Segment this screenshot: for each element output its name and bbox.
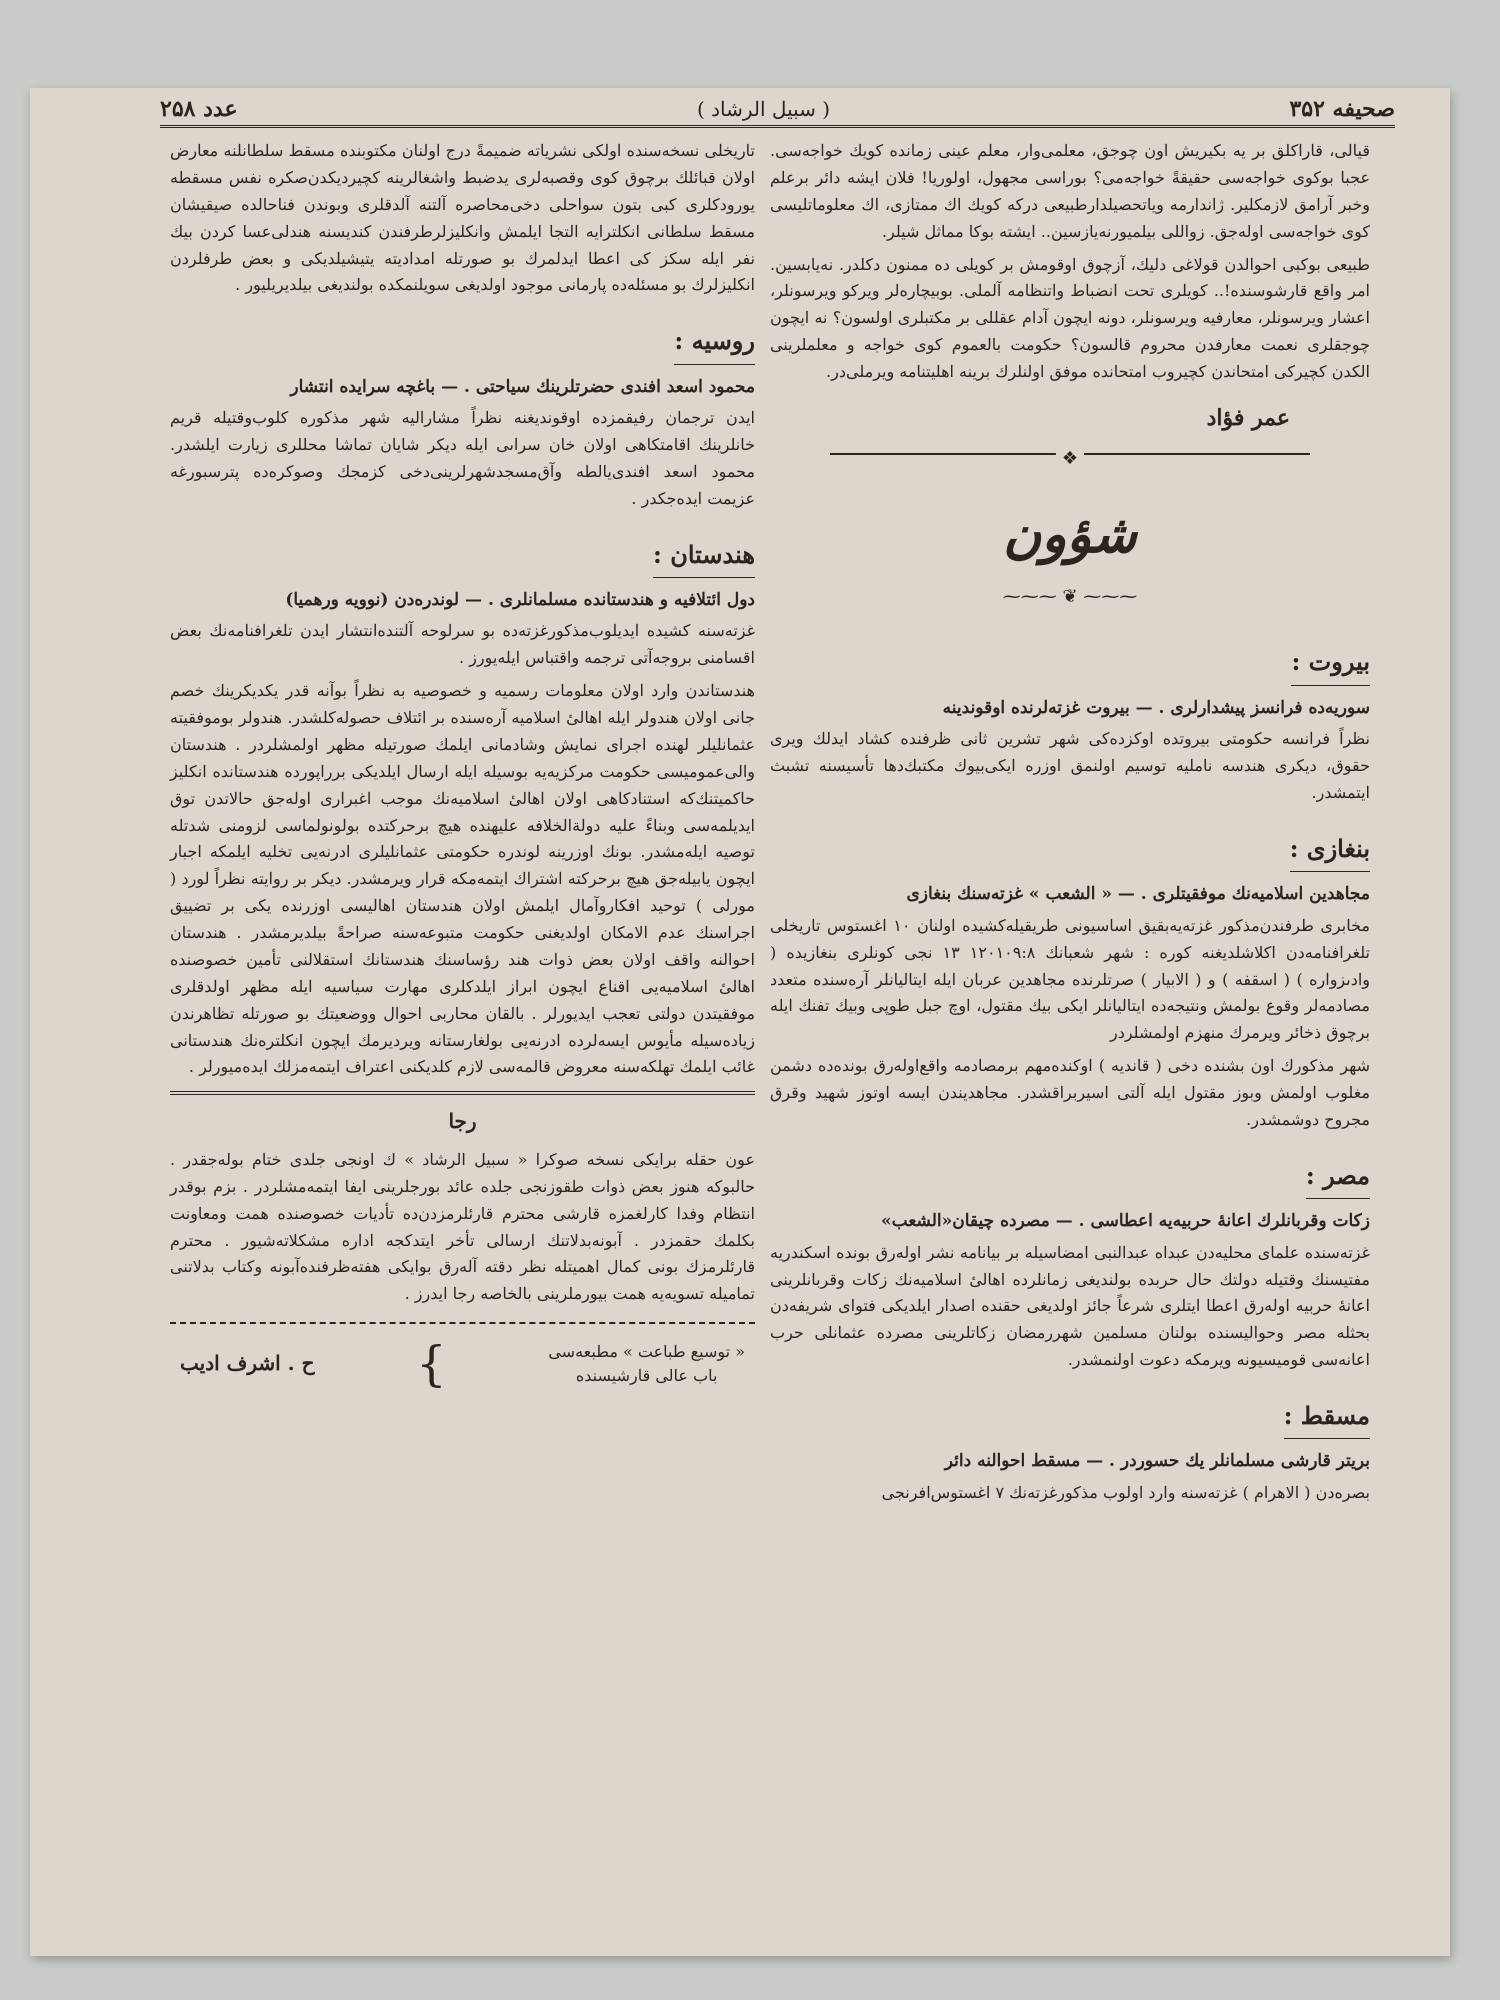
egypt-body: غزته‌سنده علماى محليه‌دن عبداه عبدالنبى امضاسيله بر بيانامه نشر اوله‌رق بونده اسكندريه مفتيسنك وقتيله دولتك حال حربده بولنديغى زمانلرده اهالىٔ اسلاميه‌نك زكات وقربانلرينى اعانهٔ حربيه اوله‌رق اعطا ايتلرى شرعاً جائز اولديغى حقنده اصدار ايلديكى فتواى شريفه‌دن بحثله مصر وحواليسنده بولنان مسلمين شهررمضان زكاتلرينى مصرده عثمانلى حرب اعانه‌سى قوميسيونه ويرمكه دعوت اولنمشدر. [770, 1242, 1370, 1370]
raja-section [170, 1105, 755, 1308]
benghazi-body-2: شهر مذكورك اون بشنده دخى ( قانديه ) اوكنده‌مهم برمصادمه واقع‌اوله‌رق بونده‌ده دشمن مغلوب اولمش وبوز مقتول ايله آلتى اسيربراقشدر. مجاهديندن ايسه اوتوز شهيد وقرق مجروح دوشمشدر. [770, 1056, 1370, 1129]
egypt-section [770, 1140, 1370, 1374]
muscat-continuation: تاريخلى نسخه‌سنده اولكى نشرياته ضميمةً درج اولنان مكتوبنده مسقط سلطانلنه معارض اولان قبائلك برچوق كوى وقصبه‌لرى يدضبط واشغالرينه كچيرديكدن‌صكره نفس مسقطه يورودكلرى كبى بتون سواحلى دخى‌محاصره آلتنه آلدقلرى وبوندن فناحالده صيقيشان مسقط سلطانى انكلترايه التجا ايلمش وانكليزلرطرفندن كنديسنه هندلى‌عسا كردن بيك نفر ايله سكز كى اعطا ايدلمرك بو صورتله امداديته يتيشيلديكى و بعض طرفلردن انكليزلرك بو مسئله‌ده پارمانى موجود اولديغى سويلنمكده بولنديغى بيلديريليور . [170, 141, 755, 295]
beirut-heading: بيروت : [1291, 642, 1370, 685]
left-column [170, 138, 756, 1393]
india-body-1: غزته‌سنه كشيده ايديلوب‌مذكورغزته‌ده بو سرلوحه آلتنده‌انتشار ايدن تلغرافنامه‌نك بعض اقسامنى بروجه‌آتى ترجمه واقتباس ايله‌يورز . [170, 621, 755, 668]
divider-ornament-icon: ❖ [1056, 444, 1084, 474]
russia-section [170, 305, 755, 512]
benghazi-section [770, 813, 1370, 1134]
benghazi-body: مخابرى طرفندن‌مذكور غزته‌يه‌بقيق اساسيونى طريقيله‌كشيده اولنان ۱۰ اغستوس تاريخلى تلغرافنامه‌دن اكلاشلديغنه كوره : شهر شعبانك ۱۲۰۱۰۹:۸ ۱۳ نجى كونلرى بنغازيده ( وادىزواره ) ( اسقفه ) و ( الابيار ) صرتلرنده مجاهدين عربان ايله ايتاليانلر آره‌سنده متعدد مصادمه‌لر وقوع بولمش ونتيجه‌ده ايتاليانلر ايكى بيك مقتول، اوچ جبل طوپى وبيك تفنك ايله برچوق ذخائر ويرمرك منهزم اولمشلردر [770, 915, 1370, 1043]
section-rule [170, 1091, 755, 1095]
muscat-body: بصره‌دن ( الاهرام ) غزته‌سنه وارد اولوب مذكورغزته‌نك ۷ اغستوس‌افرنجى [881, 1482, 1370, 1502]
egypt-subhead: زكات وقربانلرك اعانهٔ حربيه‌يه اعطاسى . — مصرده چيقان«الشعب» [881, 1211, 1370, 1232]
egypt-heading: مصر : [1306, 1156, 1370, 1199]
right-column [770, 138, 1370, 1513]
benghazi-heading: بنغازى : [1290, 829, 1370, 872]
india-body-2: هندستاندن وارد اولان معلومات رسميه و خصوصيه به نظراً بوآنه قدر يكديكرينك خصم جانى اولان هندولر ايله اهالىٔ اسلاميه آره‌سنده بر ائتلاف حصوله‌كلشدر. هندولر بوموفقيته عثمانليلر لهنده اجراى نمايش وشادمانى ايلمك صورتيله مظهر اولمشلردر . هندستان والى‌عموميسى حكومت مركزيه‌يه بوسيله ايله ارسال ايلديكى برراپورده هندستانده انكليز حاكميتنك‌كه استنادكاهى اولان اهالىٔ اسلاميه‌نك موجب اغبرارى اوله‌جق حالاتدن توق ايديلمه‌سى وبناءً عليه دولة‌الخلافه عليهنده هيچ برحركتده بولونولماسى لزومنى شدتله توصيه ايله‌مشدر. بونك اوزرينه لوندره حكومتى عثمانليلرى ادرنه‌يى تخليه ايلمكه اجبار ايچون يابيله‌جق هيچ برحركته اشتراك ايتمه‌مكه قرار ويرمشدر. ديكر بر روايته نظراً لورد ( مورلى ) توحيد افكاروآمال ايلمش اولان هندستان اهاليسى اوزرنده يكى بر تضييق اجراسنك عدم الامكان اولديغنى حكومت متبوعه‌سنه صراحةً بيلديرمشدر . هندستان احوالنه واقف اولان بعض ذوات هند رؤساسنك هندستانك استقلالنى تأمين خصوصنده اهالىٔ اسلاميه‌يى اقناع ايچون ابراز ايلدكلرى مهارت سياسيه ايله مظهر اولدقلرى موفقيتدن دولتى تعجب ايديورلر . بالقان محاربى احوال ووضعيتك بو صورتله تظاهرندن زياده‌سيله مأيوس ايسه‌لرده ادرنه‌يى بولغارستانه ويرديرمك ايچون انكلتره‌نك هندستانى غائب ايلمك تهلكه‌سنه معروض قالمه‌سى لازم كلديكنى اعتراف ايتمه‌مزلك ايده‌ميورلر . [170, 681, 756, 1077]
intro-paragraph-2: طبيعى بوكبى احوالدن قولاغى دليك، آزچوق اوقومش بر كويلى ده ممنون دكلدر. نه‌يابسين. امر واقع قارشوسنده!.. كويلرى تحت انضباط واتنظامه آلملى. بوبيچاره‌لر ويركو ويرسونلر، اعشار ويرسونلر، معارفيه ويرسونلر، دونه ايچون آدام عقللى بر مكتبلرى اولسون؟ نه ايچون چوجقلرى نعمت معارفدن محروم قالسون؟ حكومت بالعموم كوى خواجه و معلملرينى الكدن كچيركى امتحاندن كچيروب امتحانده موفق اولنلرك برينه اهليتنامه ويرملى‌در. [770, 254, 1371, 381]
beirut-subhead: سوريه‌ده فرانسز پيشدارلرى . — بيروت غزته‌لرنده اوقوندينه [942, 697, 1370, 718]
brace-glyph: } [416, 1336, 447, 1393]
author-signature: عمر فؤاد [1206, 404, 1290, 431]
beirut-section [770, 626, 1370, 806]
russia-body: ايدن ترجمان رفيقمزده اوقونديغنه نظراً مشاراليه شهر مذكوره كلوب‌وقتيله قريم خانلرينك اقامتكاهى اولان خان سراىى ايله ديكر شايان تماشا محللرى زيارت ايلشدر. محمود اسعد افندى‌يالطه وآق‌مسجدشهرلرينى‌دخى كزمجك وصوكره‌ده پترسبورغه عزيمت ايده‌جكدر . [170, 408, 755, 508]
muscat-heading: مسقط : [1284, 1396, 1370, 1439]
footer-rule [170, 1322, 755, 1330]
raja-heading: رجا [448, 1109, 477, 1134]
india-subhead: دول ائتلافيه و هندستانده مسلمانلرى . — لوندره‌دن (نوويه ورهميا) [285, 589, 755, 610]
editor-name: ح . اشرف اديب [180, 1351, 315, 1376]
newspaper-page [30, 88, 1450, 1956]
flourish-ornament-icon: ⁓⁓⁓ ❦ ⁓⁓⁓ [1002, 586, 1138, 608]
muscat-section [770, 1380, 1370, 1507]
section-title-shuun: شؤون [1003, 503, 1137, 565]
page-number: صحيفه ۳۵۲ [1289, 96, 1395, 122]
muscat-subhead: بريتر قارشى مسلمانلر يك حسوردر . — مسقط احوالنه دائر [944, 1451, 1370, 1472]
press-name: « توسيع طباعت » مطبعه‌سى [548, 1342, 745, 1362]
section-divider [770, 447, 1370, 469]
page-header [160, 93, 1395, 128]
raja-body: عون حقله برايكى نسخه صوكرا « سبيل الرشاد » ك اونجى جلدى ختام بوله‌جقدر . حالبوكه هنوز بعض ذوات طقوزنجى جلده عائد بورجلرينى ايفا ايتمه‌مشلردر . بزم بوقدر انتظام وفدا كارلغمزه قارشى محترم قارئلرمزدن‌ده تأديات خصوصنده همت ومعاونت بكلمك حقمزدر . آبونه‌بدلاتنك ارسالى تأخر ايتدكجه اداره مشكلاته‌شيور . محترم قارئلرمزك بونى كمال اهميتله نظر دقته آله‌رق بوايكى هفته‌ظرفنده‌آبونه وكتاب بدلاتنى تماميله تسويه‌يه همت بيورملرينى بالخاصه رجا ايدرز . [170, 1149, 755, 1304]
india-section [170, 519, 755, 1082]
benghazi-subhead: مجاهدين اسلاميه‌نك موفقيتلرى . — « الشعب » غزته‌سنك بنغازى [906, 884, 1370, 905]
intro-paragraph-1: قيالى، قاراكلق بر يه بكيريش اون چوجق، معلمى‌وار، معلم عينى زمانده كويك خواجه‌سى. عجبا بوكوى خواجه‌سى حقيقةً خواجه‌مى؟ بوراسى مجهول، اولوريا! فلان ايشه دائر برعلم وخبر آرامق لازمكلير. ژاندارمه وياتحصيلدارطبيعى دركه كويك اك ممتازى، اك معلوماتليسى كوى خواجه‌سى اوله‌جق. زواللى بيلميورنه‌يازسين.. ايشته بوكا مماثل شيلر. [770, 141, 1370, 241]
issue-number: عدد ۲۵۸ [160, 96, 238, 122]
russia-subhead: محمود اسعد افندى حضرتلرينك سياحتى . — باغچه سرايده انتشار [290, 376, 755, 397]
journal-title: ( سبيل الرشاد ) [696, 97, 831, 121]
russia-heading: روسيه : [674, 321, 755, 364]
imprint [170, 1336, 755, 1393]
india-heading: هندستان : [653, 535, 755, 578]
press-info [548, 1340, 745, 1388]
press-address: باب عالى قارشيسنده [575, 1366, 718, 1386]
beirut-body: نظراً فرانسه حكومتى بيروتده اوكزده‌كى شهر تشرين ثانى ظرفنده كشاد ايدلك ويرى حقوق، ديكرى هندسه نامليه توسيم اولنمق اوزره ايكى‌بيوك مكتبك‌دها تأسيسنه تشبث ايتمشدر. [770, 729, 1370, 803]
